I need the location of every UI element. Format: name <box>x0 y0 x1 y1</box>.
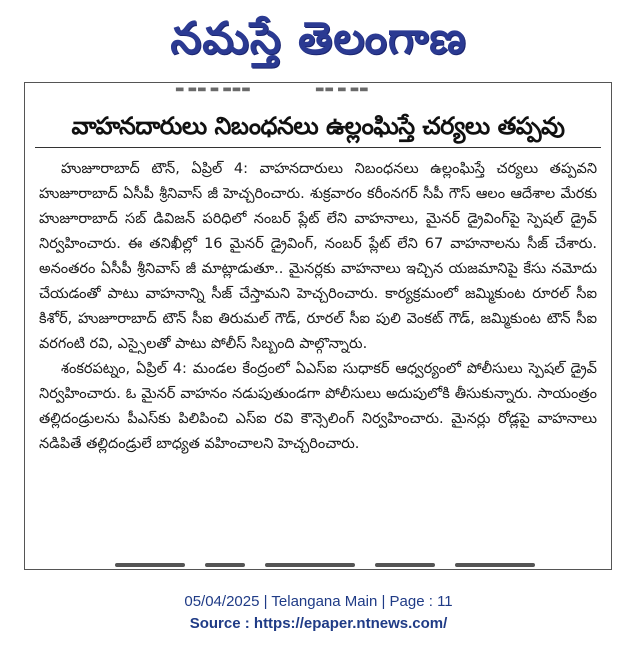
masthead <box>0 0 637 78</box>
newspaper-logo: నమస్తే తెలంగాణ <box>170 13 467 64</box>
cut-off-text-bottom <box>25 559 611 569</box>
article-body <box>39 157 597 457</box>
article-clipping <box>24 82 612 570</box>
article-paragraph: హుజూరాబాద్ టౌన్, ఏప్రిల్ 4: వాహనదారులు నిబంధనలు ఉల్లంఘిస్తే చర్యలు తప్పవని హుజూరాబాద్ ఏసీపీ శ్రీనివాస్ జీ హెచ్చరించారు. శుక్రవారం కరీంనగర్ సీపీ గౌస్ ఆలం ఆదేశాల మేరకు హుజూరాబాద్ సబ్ డివిజన్ పరిధిలో నంబర్ ప్లేట్ లేని వాహనాలు, మైనర్ డ్రైవింగ్‌పై స్పెషల్ డ్రైవ్ నిర్వహించారు. ఈ తనిఖీల్లో 16 మైనర్ డ్రైవింగ్, నంబర్ ప్లేట్ లేని 67 వాహనాలను సీజ్ చేశారు. అనంతరం ఏసీపీ శ్రీనివాస్ జీ మాట్లాడుతూ.. మైనర్లకు వాహనాలు ఇచ్చిన యజమానిపై కేసు నమోదు చేయడంతో పాటు వాహనాన్ని సీజ్ చేస్తామని హెచ్చరించారు. కార్యక్రమంలో జమ్మికుంట రూరల్ సీఐ కిశోర్, హుజూరాబాద్ టౌన్ సీఐ తిరుమల్ గౌడ్, రూరల్ సీఐ పులి వెంకట్ గౌడ్, జమ్మికుంట టౌన్ సీఐ వరగంటి రవి, ఎస్సైలతో పాటు పోలీస్ సిబ్బంది పాల్గొన్నారు. <box>39 161 597 352</box>
article-headline: వాహనదారులు నిబంధనలు ఉల్లంఘిస్తే చర్యలు తప్పవు <box>71 112 565 140</box>
article-paragraph: శంకరపట్నం, ఏప్రిల్ 4: మండల కేంద్రంలో ఏఎస్ఐ సుధాకర్ ఆధ్వర్యంలో పోలీసులు స్పెషల్ డ్రైవ్ నిర్వహించారు. ఓ మైనర్ వాహనం నడుపుతుండగా పోలీసులు అదుపులోకి తీసుకున్నారు. సాయంత్రం తల్లిదండ్రులను పీఎస్‌కు పిలిపించి ఎస్ఐ రవి కౌన్సెలింగ్ నిర్వహించారు. మైనర్లు రోడ్లపై వాహనాలు నడిపితే తల్లిదండ్రులే బాధ్యత వహించాలని హెచ్చరించారు. <box>39 361 597 452</box>
publication-info: 05/04/2025 | Telangana Main | Page : 11 <box>184 593 453 610</box>
source-link[interactable]: Source : https://epaper.ntnews.com/ <box>189 615 448 632</box>
headline-divider <box>35 147 601 148</box>
cut-off-text-top: ▬ ▬▬ ▬ ▬▬▬ ▬▬ ▬ ▬▬ <box>175 84 369 95</box>
